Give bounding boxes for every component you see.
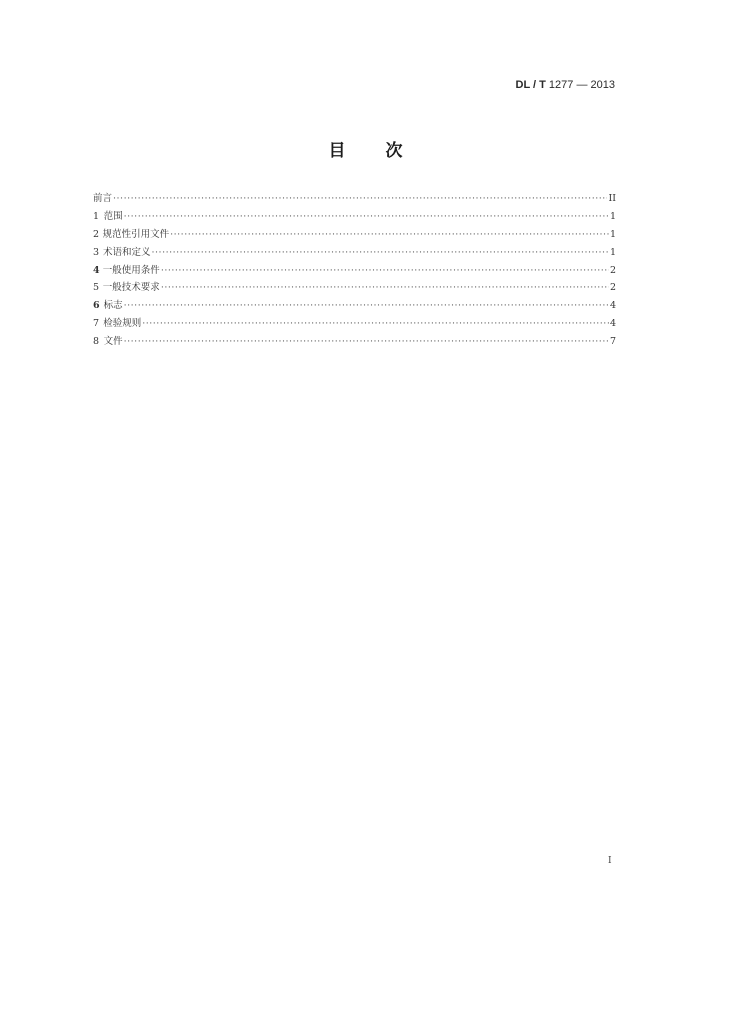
- toc-leader-dots: [161, 262, 609, 280]
- toc-leader-dots: [142, 315, 609, 333]
- toc-item-page: 7: [609, 336, 616, 348]
- toc-title: [0, 136, 731, 161]
- toc-item-label: 术语和定义: [103, 246, 151, 258]
- page-number: I: [608, 856, 612, 866]
- toc-item-number: 5: [93, 282, 100, 294]
- toc-title-char-1: 目: [328, 141, 346, 161]
- toc-item-number: 2: [93, 228, 100, 240]
- toc-item-page: 4: [609, 318, 616, 330]
- toc-item-number: 7: [93, 318, 100, 330]
- standard-code-number: 1277 — 2013: [545, 79, 615, 91]
- toc-item-preface[interactable]: [93, 190, 616, 208]
- toc-item-number: 6: [93, 300, 100, 312]
- toc-item-number: 3: [93, 246, 100, 258]
- toc-leader-dots: [161, 279, 609, 297]
- toc-item-inspection-rules[interactable]: [93, 315, 616, 333]
- toc-item-number: 8: [93, 336, 100, 348]
- toc-item-page: 2: [609, 264, 616, 276]
- toc-leader-dots: [170, 226, 609, 244]
- toc-leader-dots: [124, 208, 609, 226]
- toc-item-label: 文件: [103, 336, 123, 348]
- toc-leader-dots: [152, 244, 609, 262]
- standard-code: [516, 79, 615, 91]
- toc-item-label: 前言: [93, 193, 113, 204]
- toc-item-label: 规范性引用文件: [102, 228, 170, 240]
- toc-item-page: II: [608, 193, 616, 204]
- toc-item-page: 1: [609, 246, 616, 258]
- toc-leader-dots: [124, 333, 609, 351]
- toc-item-marking[interactable]: [93, 297, 616, 315]
- toc-leader-dots: [124, 297, 609, 315]
- toc-title-char-2: 次: [385, 141, 403, 161]
- toc-item-label: 一般使用条件: [102, 264, 160, 276]
- toc-item-number: 1: [93, 210, 100, 222]
- toc-item-documents[interactable]: [93, 333, 616, 351]
- toc-item-page: 1: [609, 228, 616, 240]
- toc-item-usage-conditions[interactable]: [93, 262, 616, 280]
- toc-item-label: 标志: [103, 300, 123, 312]
- toc-item-scope[interactable]: [93, 208, 616, 226]
- toc-item-normative-references[interactable]: [93, 226, 616, 244]
- toc-item-number: 4: [93, 264, 100, 276]
- toc-item-page: 2: [609, 282, 616, 294]
- toc-item-label: 范围: [103, 210, 123, 222]
- standard-code-prefix: DL / T: [515, 79, 546, 91]
- toc-item-page: 1: [609, 210, 616, 222]
- toc-leader-dots: [113, 190, 607, 208]
- toc-item-terms-definitions[interactable]: [93, 244, 616, 262]
- toc-list: [93, 190, 616, 351]
- toc-item-technical-requirements[interactable]: [93, 279, 616, 297]
- toc-item-page: 4: [609, 300, 616, 312]
- toc-item-label: 检验规则: [103, 318, 142, 330]
- toc-item-label: 一般技术要求: [102, 282, 160, 294]
